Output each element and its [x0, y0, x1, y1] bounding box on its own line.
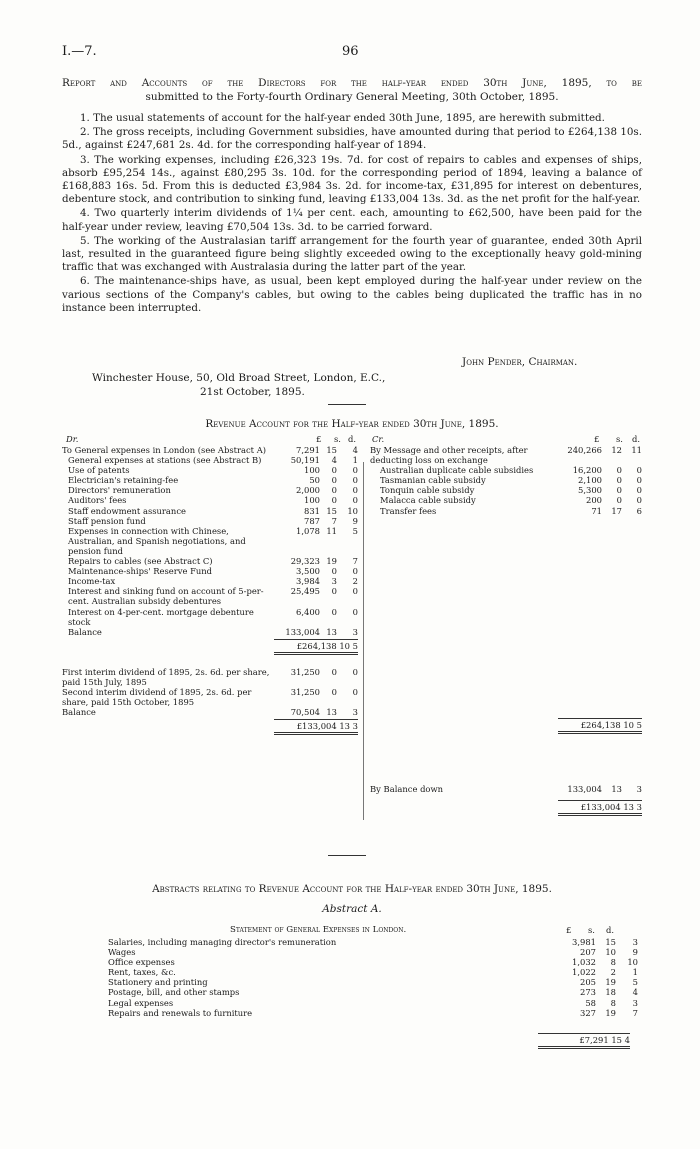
abstract-row-pence: 1 [632, 967, 638, 978]
credits-table [370, 445, 642, 516]
debit-row-pence: 0 [352, 485, 358, 496]
debit-row-pounds: 25,495 [290, 586, 320, 597]
abstract-row-pence: 5 [632, 977, 638, 988]
balance-down-shillings: 13 [611, 784, 622, 794]
debit-row-pounds: 100 [304, 465, 320, 476]
debit-row [62, 526, 358, 556]
debit-row-label: Interest on 4-per-cent. mortgage debenture stock [68, 606, 254, 627]
debit-row-label: Interest and sinking fund on account of 5-per-cent. Australian subsidy debentures [68, 586, 264, 607]
credit-row-shillings: 12 [611, 445, 622, 455]
credit-row-label: By Message and other receipts, after deducting loss on exchange [370, 445, 528, 466]
debit-row [62, 485, 358, 495]
credit-row-shillings: 0 [616, 485, 622, 496]
balance-down-row [370, 784, 642, 794]
debit-row-label: Directors' remuneration [68, 485, 171, 496]
credit-row-pence: 0 [636, 465, 642, 476]
dividend-row-shillings: 13 [326, 707, 337, 718]
dividend-row-shillings: 0 [331, 666, 337, 677]
abstract-row-pence: 3 [632, 937, 638, 947]
debit-row-shillings: 15 [326, 445, 337, 455]
abstract-row [108, 998, 638, 1008]
debit-row-label: Auditors' fees [68, 495, 127, 506]
paragraph-5: 5. The working of the Australasian tariff arrangement for the fourth year of guarantee, ended 30th April last, resulted in the guaranteed figure being slightly exceeded owing to the exceptionally heavy gold-mining traffic that was exchanged with Australasia during the latter part of the year. [62, 234, 642, 274]
credit-row-label: Tasmanian cable subsidy [380, 475, 486, 486]
abstract-row-label: Repairs and renewals to furniture [108, 1007, 253, 1018]
debit-row-shillings: 0 [331, 566, 337, 577]
credit-row-pounds: 16,200 [572, 465, 602, 476]
debit-row-pounds: 3,500 [296, 566, 320, 577]
debit-row-pounds: 787 [304, 515, 320, 526]
debit-row-pence: 7 [352, 556, 358, 567]
credit-row-pence: 0 [636, 485, 642, 496]
abstract-row [108, 1008, 638, 1018]
credit-row-pounds: 2,100 [578, 475, 602, 486]
debit-row-shillings: 15 [326, 505, 337, 516]
account-divider [363, 462, 364, 820]
dividend-row-pence: 3 [352, 707, 358, 718]
debit-row-pence: 0 [352, 475, 358, 486]
abs-currency-pence: d. [606, 925, 615, 935]
abstract-a-table [108, 937, 638, 1018]
paragraph-3: 3. The working expenses, including £26,323 19s. 7d. for cost of repairs to cables and expenses of ships, absorb £95,254 14s., against £80,295 3s. 10d. for the corresponding period of 1894, leaving a balance of £168,883 16s. 5d. From this is deducted £3,984 3s. 2d. for income-tax, £31,895 for interest on debentures, debenture stock, and contribution to sinking fund, leaving £133,004 13s. 3d. as the net profit for the half-year. [62, 153, 642, 206]
debit-row-label: Staff pension fund [68, 515, 146, 526]
debit-row-pence: 3 [352, 626, 358, 637]
signature: John Pender, Chairman. [462, 356, 578, 368]
abstract-a-subtitle: Abstract A. [322, 903, 382, 915]
abstract-row [108, 957, 638, 967]
abs-currency-shilling: s. [588, 925, 595, 935]
abstract-row-shillings: 19 [605, 977, 616, 988]
debit-row-pounds: 100 [304, 495, 320, 506]
abstract-row-label: Office expenses [108, 957, 175, 968]
debit-row-pence: 9 [352, 515, 358, 526]
debit-row [62, 445, 358, 455]
abstract-row-label: Rent, taxes, &c. [108, 967, 176, 978]
debit-row-shillings: 0 [331, 606, 337, 617]
credit-row-label: Transfer fees [380, 505, 437, 516]
balance-down-pounds: 133,004 [567, 784, 602, 794]
debit-row-shillings: 19 [326, 556, 337, 567]
dividend-row-label: First interim dividend of 1895, 2s. 6d. per share, paid 15th July, 1895 [62, 666, 270, 687]
credit-row [370, 485, 642, 495]
dividend-row-pounds: 31,250 [290, 686, 320, 697]
debit-row-shillings: 3 [331, 576, 337, 587]
report-title-line2: submitted to the Forty-fourth Ordinary General Meeting, 30th October, 1895. [145, 91, 559, 103]
abstract-row-pounds: 207 [580, 947, 596, 958]
credit-row [370, 506, 642, 516]
debit-row-pounds: 29,323 [290, 556, 320, 567]
credit-row-pounds: 200 [586, 495, 602, 506]
debit-row-label: Expenses in connection with Chinese, Australian, and Spanish negotiations, and pension fund [68, 525, 246, 556]
abstract-row [108, 937, 638, 947]
dividend-row-shillings: 0 [331, 686, 337, 697]
page-number: 96 [342, 44, 359, 59]
currency-pence-cr: d. [632, 434, 641, 444]
debit-row-pence: 0 [352, 606, 358, 617]
debit-row-pence: 0 [352, 566, 358, 577]
abstract-row [108, 977, 638, 987]
balance-down-pence: 3 [636, 784, 642, 794]
credit-row [370, 495, 642, 505]
abstract-row-pounds: 273 [580, 987, 596, 998]
debit-row-pence: 0 [352, 495, 358, 506]
debit-row-pence: 4 [352, 445, 358, 455]
credit-row-pounds: 71 [591, 505, 602, 516]
abstract-row-shillings: 18 [605, 987, 616, 998]
debit-row-pounds: 2,000 [296, 485, 320, 496]
debit-row-pounds: 133,004 [285, 626, 320, 637]
currency-pence: d. [348, 434, 357, 444]
debit-row-label: Balance [68, 626, 102, 637]
debit-row-label: Electrician's retaining-fee [68, 475, 179, 486]
abstract-row [108, 947, 638, 957]
abstract-row-pounds: 3,981 [572, 937, 596, 947]
debit-row [62, 586, 358, 606]
page-ref: I.—7. [62, 44, 97, 59]
debit-row [62, 576, 358, 586]
abstract-row-label: Legal expenses [108, 997, 174, 1008]
balance-down-label: By Balance down [370, 784, 444, 794]
credit-total-2: £133,004 13 3 [558, 800, 642, 816]
credit-row-shillings: 0 [616, 465, 622, 476]
debit-row-shillings: 7 [331, 515, 337, 526]
paragraph-6: 6. The maintenance-ships have, as usual, been kept employed during the half-year under review on the various sections of the Company's cables, but owing to the cables being duplicated the traffic has in no instance been interrupted. [62, 275, 642, 314]
debit-row-shillings: 13 [326, 626, 337, 637]
debit-row [62, 627, 358, 637]
abstract-row-pence: 3 [632, 997, 638, 1008]
debit-row [62, 475, 358, 485]
debit-row-pounds: 50 [309, 475, 320, 486]
debit-row-pounds: 7,291 [296, 445, 320, 455]
debit-side [62, 434, 358, 735]
credit-row-pence: 6 [636, 505, 642, 516]
abstract-row-pence: 10 [627, 957, 638, 968]
credit-side [370, 434, 642, 812]
credit-row-shillings: 17 [611, 505, 622, 516]
dividend-row [62, 667, 358, 687]
debit-row [62, 516, 358, 526]
abstract-row-pounds: 205 [580, 977, 596, 988]
abstract-row-pounds: 1,032 [572, 957, 596, 968]
abstract-row-shillings: 2 [610, 967, 616, 978]
credit-row-shillings: 0 [616, 495, 622, 506]
dividend-row-pence: 0 [352, 686, 358, 697]
credit-row [370, 475, 642, 485]
abstract-row-shillings: 19 [605, 1007, 616, 1018]
paragraph-4: 4. Two quarterly interim dividends of 1¼ per cent. each, amounting to £62,500, have been paid for the half-year under review, leaving £70,504 13s. 3d. to be carried forward. [62, 207, 642, 233]
currency-pound-cr: £ [594, 434, 600, 444]
dividend-row-pounds: 70,504 [290, 707, 320, 718]
currency-shilling: s. [334, 434, 341, 444]
divider-2 [328, 855, 366, 856]
abstract-row-pounds: 58 [585, 997, 596, 1008]
debit-row-shillings: 0 [331, 495, 337, 506]
debit-row-pence: 5 [352, 525, 358, 536]
debit-row-label: Maintenance-ships' Reserve Fund [68, 566, 213, 577]
debit-row-shillings: 0 [331, 485, 337, 496]
credit-row-pounds: 240,266 [567, 445, 602, 455]
debit-row-label: Use of patents [68, 465, 130, 476]
abstracts-title: Abstracts relating to Revenue Account for the Half-year ended 30th June, 1895. [152, 883, 552, 895]
credit-row-pence: 11 [631, 445, 642, 455]
abstract-row-shillings: 8 [610, 997, 616, 1008]
currency-shilling-cr: s. [616, 434, 623, 444]
credit-row-label: Malacca cable subsidy [380, 495, 476, 506]
dividend-row-label: Second interim dividend of 1895, 2s. 6d. per share, paid 15th October, 1895 [62, 686, 252, 708]
abstract-row-label: Salaries, including managing director's remuneration [108, 937, 337, 947]
debit-row [62, 465, 358, 475]
debit-row-label: Repairs to cables (see Abstract C) [68, 556, 213, 567]
debit-row [62, 455, 358, 465]
paragraph-1: 1. The usual statements of account for the half-year ended 30th June, 1895, are herewith submitted. [80, 112, 605, 124]
debit-row-pence: 10 [347, 505, 358, 516]
debit-row-label: Income-tax [68, 576, 116, 587]
debit-row-shillings: 0 [331, 465, 337, 476]
abstract-row-label: Postage, bill, and other stamps [108, 987, 240, 998]
credit-row-label: Australian duplicate cable subsidies [380, 465, 534, 476]
abstract-row [108, 967, 638, 977]
credit-row-label: Tonquin cable subsidy [380, 485, 475, 496]
dr-label: Dr. [66, 434, 79, 444]
credit-row-pence: 0 [636, 495, 642, 506]
dividend-row-pence: 0 [352, 666, 358, 677]
debit-total-2: £133,004 13 3 [274, 719, 358, 735]
debit-row-pounds: 1,078 [296, 525, 320, 536]
debit-row-label: Staff endowment assurance [68, 505, 186, 516]
credit-row [370, 445, 642, 465]
abstract-row-shillings: 15 [605, 937, 616, 947]
debit-row-pounds: 3,984 [296, 576, 320, 587]
dividends-table [62, 667, 358, 717]
debit-row-pence: 0 [352, 465, 358, 476]
abs-currency-pound: £ [566, 925, 572, 935]
report-title-line1: Report and Accounts of the Directors for the half-year ended 30th June, 1895, to be [62, 77, 642, 89]
abstract-row-pence: 4 [632, 987, 638, 998]
address-line1: Winchester House, 50, Old Broad Street, London, E.C., [92, 372, 386, 384]
debit-row-shillings: 4 [331, 455, 337, 466]
debit-total: £264,138 10 5 [274, 639, 358, 655]
abstract-row-label: Wages [108, 947, 136, 958]
debit-row-pence: 1 [352, 455, 358, 466]
abstract-row-shillings: 10 [605, 947, 616, 958]
dividend-row [62, 687, 358, 707]
credit-row-pounds: 5,300 [578, 485, 602, 496]
debit-row [62, 495, 358, 505]
revenue-account-title: Revenue Account for the Half-year ended 30th June, 1895. [205, 418, 499, 430]
debit-row [62, 506, 358, 516]
report-body [62, 112, 642, 315]
debit-row [62, 566, 358, 576]
debit-row-label: To General expenses in London (see Abstract A) [62, 445, 267, 455]
debit-row-pence: 2 [352, 576, 358, 587]
debit-row-shillings: 0 [331, 475, 337, 486]
address-line2: 21st October, 1895. [200, 386, 305, 398]
debit-row-pounds: 831 [304, 505, 320, 516]
abstract-row-pence: 7 [632, 1007, 638, 1018]
debit-row-shillings: 0 [331, 586, 337, 597]
debit-row-pounds: 50,191 [290, 455, 320, 466]
credit-row [370, 465, 642, 475]
credit-row-shillings: 0 [616, 475, 622, 486]
debit-row-label: General expenses at stations (see Abstract B) [68, 455, 262, 466]
abstract-row-label: Stationery and printing [108, 977, 208, 988]
debit-row-shillings: 11 [326, 525, 337, 536]
debits-table [62, 445, 358, 637]
debit-row [62, 607, 358, 627]
debit-row-pounds: 6,400 [296, 606, 320, 617]
abstract-a-total: £7,291 15 4 [538, 1033, 630, 1049]
cr-label: Cr. [372, 434, 385, 444]
paragraph-2: 2. The gross receipts, including Government subsidies, have amounted during that period to £264,138 10s. 5d., against £247,681 2s. 4d. for the corresponding half-year of 1894. [62, 126, 642, 152]
balance-down-table [370, 784, 642, 794]
currency-pound: £ [316, 434, 322, 444]
dividend-row-label: Balance [62, 707, 96, 718]
dividend-row [62, 707, 358, 717]
debit-row [62, 556, 358, 566]
debit-row-pence: 0 [352, 586, 358, 597]
abstract-row-pounds: 1,022 [572, 967, 596, 978]
abstract-row-pence: 9 [632, 947, 638, 958]
abstract-row-shillings: 8 [610, 957, 616, 968]
abstract-row-pounds: 327 [580, 1007, 596, 1018]
dividend-row-pounds: 31,250 [290, 666, 320, 677]
abstract-row [108, 987, 638, 997]
credit-total: £264,138 10 5 [558, 718, 642, 734]
divider-1 [328, 404, 366, 405]
statement-heading: Statement of General Expenses in London. [230, 925, 407, 935]
credit-row-pence: 0 [636, 475, 642, 486]
